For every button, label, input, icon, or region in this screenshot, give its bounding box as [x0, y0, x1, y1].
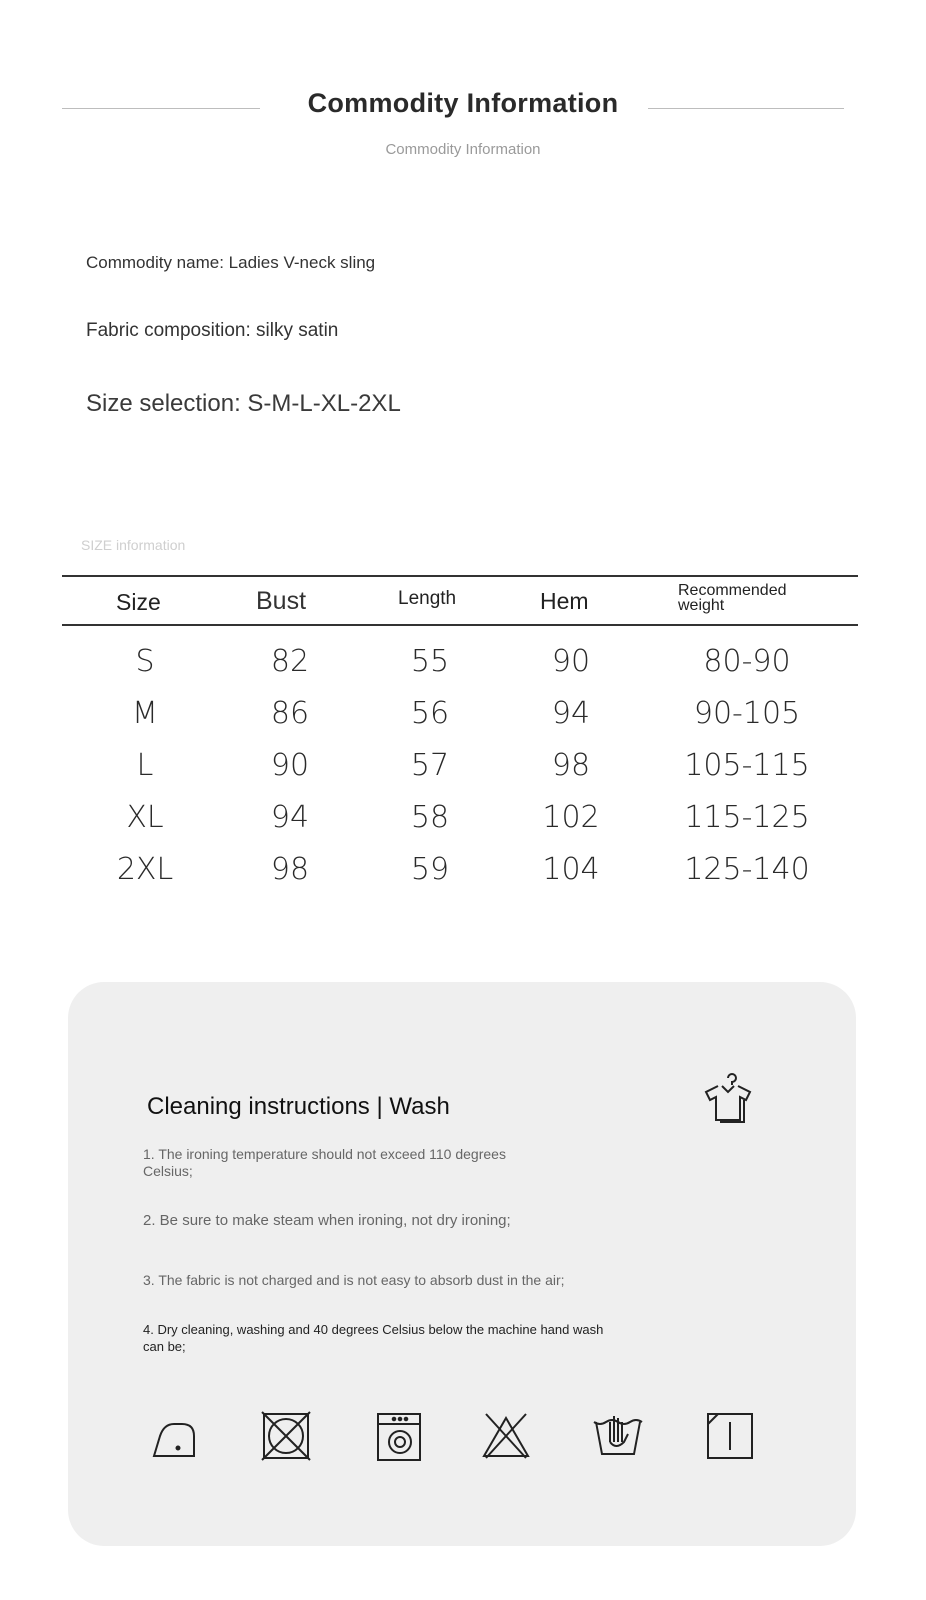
iron-icon — [150, 1412, 202, 1464]
table-cell: 125-140 — [684, 852, 810, 887]
care-item: 1. The ironing temperature should not exceed 110 degrees Celsius; — [143, 1146, 506, 1179]
do-not-tumble-dry-icon — [260, 1410, 312, 1462]
table-cell: 56 — [410, 696, 450, 731]
table-cell: 98 — [270, 852, 310, 887]
table-cell: 104 — [542, 852, 600, 887]
table-cell: M — [132, 696, 158, 731]
table-cell: 90-105 — [693, 696, 801, 731]
table-cell: XL — [126, 800, 164, 835]
header-recommended-weight: Recommended weight — [678, 582, 787, 614]
page-subtitle: Commodity Information — [385, 141, 541, 158]
table-cell: 2XL — [116, 852, 174, 887]
table-cell: 55 — [410, 644, 450, 679]
table-cell: 86 — [270, 696, 310, 731]
hand-wash-icon — [592, 1408, 644, 1460]
table-cell: 80-90 — [703, 644, 791, 679]
table-cell: S — [135, 644, 155, 679]
table-cell: 94 — [551, 696, 591, 731]
table-cell: 59 — [410, 852, 450, 887]
table-header-rule — [62, 624, 858, 626]
header-size: Size — [116, 589, 161, 615]
washing-machine-icon — [372, 1410, 424, 1462]
care-item: 3. The fabric is not charged and is not easy to absorb dust in the air; — [143, 1272, 565, 1288]
commodity-name: Commodity name: Ladies V-neck sling — [86, 253, 376, 272]
size-info-caption: SIZE information — [81, 537, 186, 553]
care-item: 4. Dry cleaning, washing and 40 degrees Celsius below the machine hand wash can be; — [143, 1322, 604, 1354]
table-cell: 105-115 — [684, 748, 810, 783]
table-cell: 98 — [551, 748, 591, 783]
header-hem: Hem — [540, 588, 589, 614]
line-dry-icon — [704, 1410, 756, 1462]
table-cell: 58 — [410, 800, 450, 835]
table-cell: 90 — [270, 748, 310, 783]
care-title: Cleaning instructions | Wash — [147, 1093, 450, 1120]
table-cell: 115-125 — [684, 800, 810, 835]
table-cell: 102 — [542, 800, 600, 835]
table-cell: 82 — [270, 644, 310, 679]
header-bust: Bust — [256, 587, 307, 615]
size-selection: Size selection: S-M-L-XL-2XL — [86, 390, 401, 417]
table-cell: 57 — [410, 748, 450, 783]
table-cell: L — [136, 748, 154, 783]
fabric-composition: Fabric composition: silky satin — [86, 320, 339, 341]
table-cell: 94 — [270, 800, 310, 835]
shirt-hanger-icon — [700, 1072, 756, 1128]
do-not-bleach-icon — [480, 1410, 532, 1462]
header-length: Length — [398, 588, 457, 609]
care-item: 2. Be sure to make steam when ironing, not dry ironing; — [143, 1212, 511, 1229]
table-cell: 90 — [551, 644, 591, 679]
table-top-rule — [62, 575, 858, 577]
page-title: Commodity Information — [307, 88, 619, 118]
